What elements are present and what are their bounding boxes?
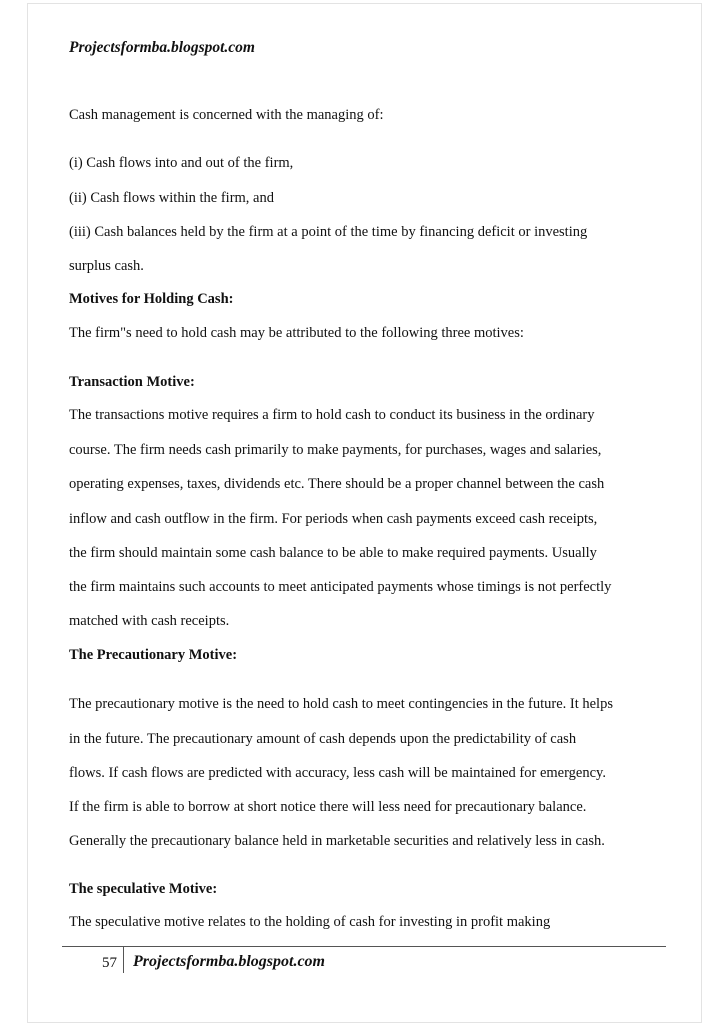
precautionary-heading: The Precautionary Motive:	[69, 647, 238, 663]
footer-divider	[123, 947, 124, 973]
list-item-1: (i) Cash flows into and out of the firm,	[69, 155, 294, 171]
transaction-line: matched with cash receipts.	[69, 613, 230, 629]
transaction-line: inflow and cash outflow in the firm. For periods when cash payments exceed cash receipts,	[69, 511, 598, 527]
footer-rule	[62, 946, 666, 947]
precautionary-line: in the future. The precautionary amount of cash depends upon the predictability of cash	[69, 731, 577, 747]
footer-site: Projectsformba.blogspot.com	[133, 953, 325, 970]
list-item-2: (ii) Cash flows within the firm, and	[69, 190, 274, 206]
motives-intro: The firm"s need to hold cash may be attributed to the following three motives:	[69, 325, 524, 341]
transaction-line: course. The firm needs cash primarily to make payments, for purchases, wages and salaries,	[69, 442, 602, 458]
precautionary-line: Generally the precautionary balance held in marketable securities and relatively less in cash.	[69, 833, 605, 849]
precautionary-line: flows. If cash flows are predicted with accuracy, less cash will be maintained for emergency.	[69, 765, 606, 781]
page-number: 57	[102, 955, 117, 971]
intro-text: Cash management is concerned with the managing of:	[69, 107, 384, 123]
page-header-site: Projectsformba.blogspot.com	[69, 39, 255, 56]
list-item-3-line-2: surplus cash.	[69, 258, 144, 274]
speculative-line: The speculative motive relates to the holding of cash for investing in profit making	[69, 914, 551, 930]
transaction-line: the firm should maintain some cash balance to be able to make required payments. Usually	[69, 545, 597, 561]
precautionary-line: If the firm is able to borrow at short notice there will less need for precautionary balance.	[69, 799, 587, 815]
speculative-heading: The speculative Motive:	[69, 881, 218, 897]
transaction-heading: Transaction Motive:	[69, 374, 195, 390]
motives-heading: Motives for Holding Cash:	[69, 291, 234, 307]
transaction-line: The transactions motive requires a firm to hold cash to conduct its business in the ordinary	[69, 407, 595, 423]
transaction-line: operating expenses, taxes, dividends etc. There should be a proper channel between the cash	[69, 476, 605, 492]
transaction-line: the firm maintains such accounts to meet anticipated payments whose timings is not perfectly	[69, 579, 612, 595]
list-item-3-line-1: (iii) Cash balances held by the firm at a point of the time by financing deficit or investing	[69, 224, 588, 240]
precautionary-line: The precautionary motive is the need to hold cash to meet contingencies in the future. It helps	[69, 696, 613, 712]
